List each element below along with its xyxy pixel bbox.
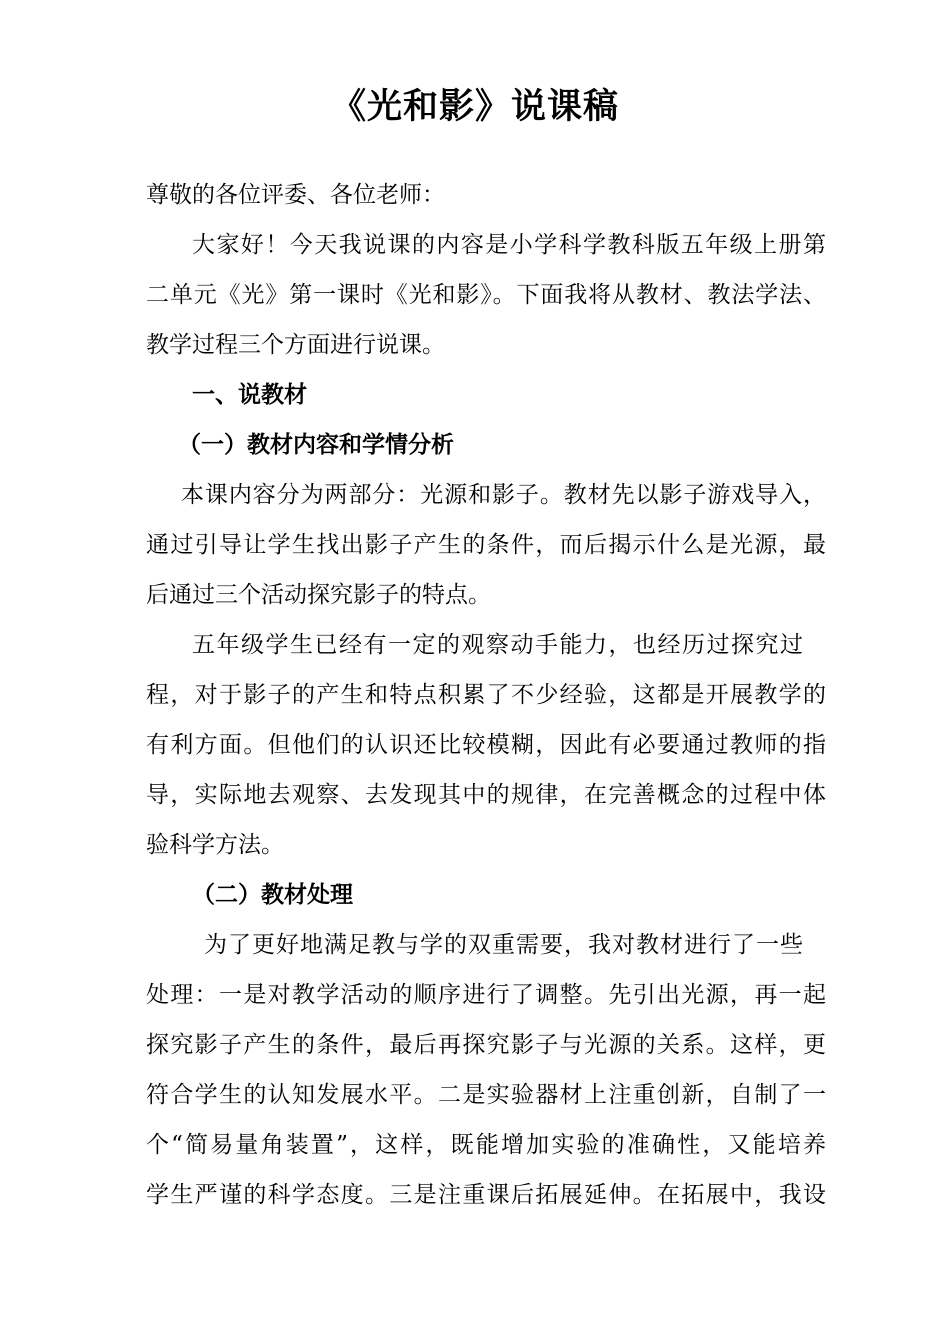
text-line: 处理：一是对教学活动的顺序进行了调整。先引出光源，再一起 [146, 982, 826, 1008]
text-line: 有利方面。但他们的认识还比较模糊，因此有必要通过教师的指 [146, 732, 826, 758]
text-line-salutation: 尊敬的各位评委、各位老师： [146, 182, 445, 208]
text-line: 大家好！今天我说课的内容是小学科学教科版五年级上册第 [192, 232, 826, 258]
text-line: 个“简易量角装置”，这样，既能增加实验的准确性，又能培养 [146, 1132, 826, 1158]
text-line: 探究影子产生的条件，最后再探究影子与光源的关系。这样，更 [146, 1032, 826, 1058]
text-line: 本课内容分为两部分：光源和影子。教材先以影子游戏导入， [181, 482, 826, 508]
text-line: 教学过程三个方面进行说课。 [146, 332, 445, 358]
text-line: 二单元《光》第一课时《光和影》。下面我将从教材、教法学法、 [146, 282, 826, 308]
text-line: 学生严谨的科学态度。三是注重课后拓展延伸。在拓展中，我设 [146, 1182, 826, 1208]
text-line: 导，实际地去观察、去发现其中的规律，在完善概念的过程中体 [146, 782, 826, 808]
text-line: 符合学生的认知发展水平。二是实验器材上注重创新，自制了一 [146, 1082, 826, 1108]
section-heading: 一、说教材 [192, 381, 307, 408]
text-line: 后通过三个活动探究影子的特点。 [146, 582, 491, 608]
text-line: 验科学方法。 [146, 832, 284, 858]
text-line: 通过引导让学生找出影子产生的条件，而后揭示什么是光源，最 [146, 532, 826, 558]
text-line: 为了更好地满足教与学的双重需要，我对教材进行了一些 [204, 932, 803, 958]
subsection-heading: （二）教材处理 [192, 881, 353, 908]
document-title: 《光和影》说课稿 [330, 86, 619, 127]
text-line: 程，对于影子的产生和特点积累了不少经验，这都是开展教学的 [146, 682, 826, 708]
subsection-heading: （一）教材内容和学情分析 [178, 431, 454, 458]
text-line: 五年级学生已经有一定的观察动手能力，也经历过探究过 [192, 632, 803, 658]
